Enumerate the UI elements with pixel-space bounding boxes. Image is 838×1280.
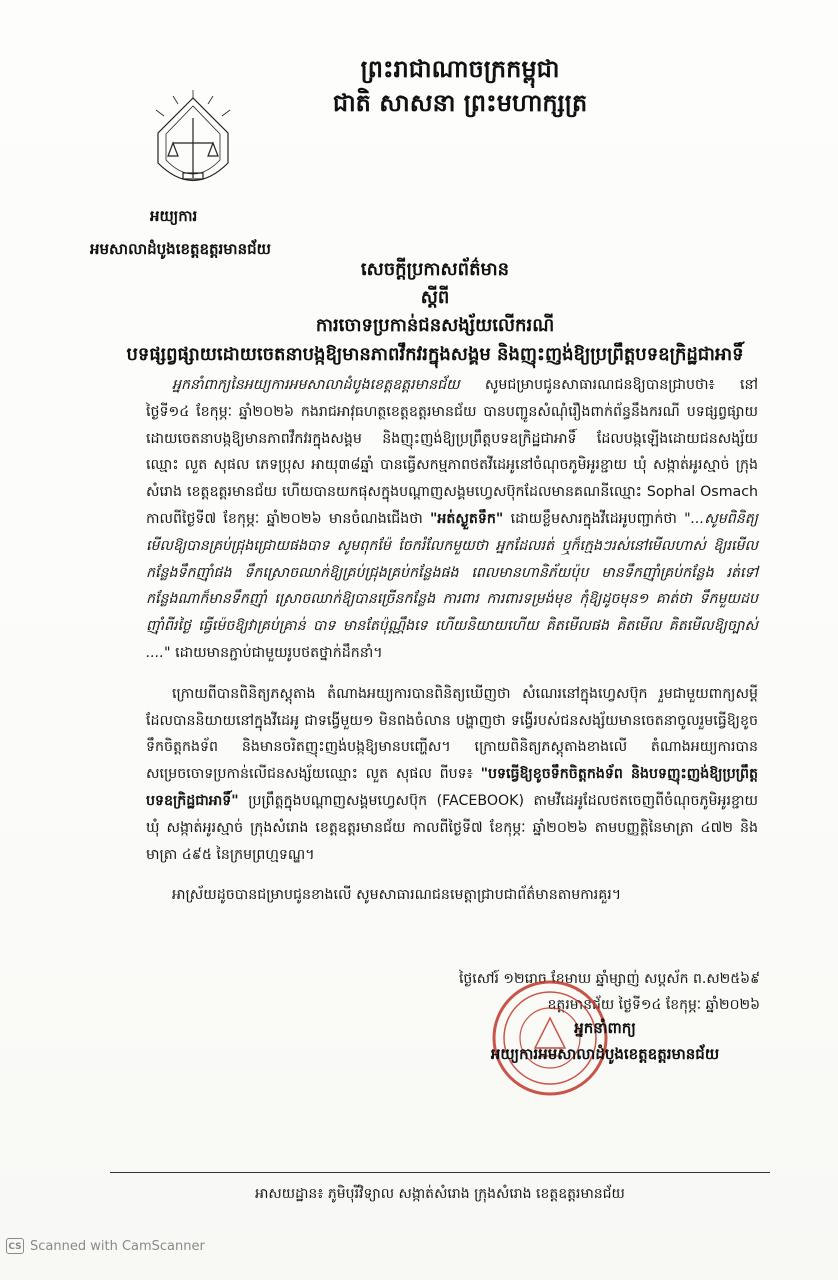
title-line-3: ការចោទប្រកាន់ជនសង្ស័យលើករណី xyxy=(315,315,555,336)
paragraph-2-end: ប្រព្រឹត្តក្នុងបណ្តាញសង្គមហ្វេសប៊ុក (FACEBOOK) តាមវីដេអូដែលថតចេញពីចំណុចភូមិអូរខ្ជាយ ឃុំ សង្កាត់អូរស្មាច់ ក្រុងសំរោង ខេត្តឧត្តរមានជ័យ កាលពីថ្ងៃទី៧ ខែកុម្ភៈ ឆ្នាំ២០២៦ តាមបញ្ញត្តិនៃមាត្រា ៤៧២ និងមាត្រា ៤៩៥ នៃក្រមព្រហ្មទណ្ឌ។ xyxy=(146,792,758,863)
footer-address: អាសយដ្ឋាន៖ ភូមិបុរីវិទ្យាល សង្កាត់សំរោង ក្រុងសំរោង ខេត្តឧត្តរមានជ័យ xyxy=(255,1186,625,1202)
video-quote: "...សូមពិនិត្យមើលឱ្យបានគ្រប់ជ្រុងជ្រោយផងបាទ សូមពុកម៉ែ ចែករំលែកមួយថា អ្នកដែលរត់ ឬក៏ក្មេងៗរស់នៅមើលហាស់ ឱ្យរមើលកន្លែងទឹកញ៉ាំផង ទឹកស្រោចឈាក់ឱ្យគ្រប់ជ្រុងគ្រប់កន្លែងផង ពេលមានហានិភ័យប៉ុប មានទឹកញ៉ាំគ្រប់កន្លែង រត់ទៅកន្លែងណាក៏មានទឹកញ៉ាំ ស្រោចឈាក់ឱ្យបានច្រើនកន្លែង ការពារ ការពារទម្រង់មុខ កុំឱ្យដូចមុន១ គាត់ថា ទឹកមួយដប ញ៉ាំពីរថ្ងៃ ធ្វើម៉េចឱ្យវាគ្រប់គ្រាន់ បាទ មានតែប៉ុណ្ណឹងទេ ហើយនិយាយហើយ គិតមើលផង គិតមើល គិតមើលឱ្យច្បាស់ ...." xyxy=(146,510,758,661)
paragraph-1-end: ដោយមានភ្ជាប់ជាមួយរូបថតថ្នាក់ដឹកនាំ។ xyxy=(170,644,383,661)
title-line-2: ស្តីពី xyxy=(420,287,450,308)
solar-date: ឧត្តរមានជ័យ ថ្ងៃទី១៤ ខែកុម្ភៈ ឆ្នាំ២០២៦ xyxy=(547,997,760,1013)
paragraph-2-text: ក្រោយពីបានពិនិត្យភស្តុតាង តំណាងអយ្យការបានពិនិត្យឃើញថា សំណេរនៅក្នុងហ្វេសប៊ុក រួមជាមួយពាក្យសម្តីដែលបាននិយាយនៅក្នុងវីដេអូ ជាទង្វើមួយ១ មិនពងចំលាន បង្ហាញថា ទង្វើរបស់ជនសង្ស័យមានចេតនាចូលរួមធ្វើឱ្យខូចទឹកចិត្តកងទ័ព និងមានចរិតញុះញង់បង្កឱ្យមានបញ្ហើស។ ក្រោយពិនិត្យភស្តុតាងខាងលើ តំណាងអយ្យការបានសម្រេចចោទប្រកាន់លើជនសង្ស័យឈ្មោះ លួត សុផល ពីបទ៖ xyxy=(146,685,758,783)
charge-text: "បទធ្វើឱ្យខូចទឹកចិត្តកងទ័ព និងបទញុះញង់ឱ្យប្រព្រឹត្តបទឧក្រិដ្ឋជាអាទិ៍" xyxy=(146,766,759,809)
national-motto: ជាតិ សាសនា ព្រះមហាក្សត្រ xyxy=(332,88,588,117)
camscanner-watermark xyxy=(6,1238,205,1254)
agency-label: អយ្យការ xyxy=(150,207,198,225)
camscanner-logo-icon: CS xyxy=(6,1238,24,1254)
paragraph-2 xyxy=(146,681,758,869)
title-line-1: សេចក្តីប្រកាសព័ត៌មាន xyxy=(360,259,510,280)
spokesperson-lead: អ្នកនាំពាក្យនៃអយ្យការអមសាលាដំបូងខេត្តឧត្តរមានជ័យ xyxy=(172,377,460,393)
office-label: អមសាលាដំបូងខេត្តឧត្តរមានជ័យ xyxy=(90,240,271,258)
paragraph-3: អាស្រ័យដូចបានជម្រាបជូនខាងលើ សូមសាធារណជនមេត្តាជ្រាបជាព័ត៌មានតាមការគួរ។ xyxy=(172,887,622,904)
signature-block xyxy=(440,1015,770,1067)
footer-divider xyxy=(110,1172,770,1173)
paragraph-1-text: សូមជម្រាបជូនសាធារណជនឱ្យបានជ្រាបថា៖ នៅថ្ងៃទី១៤ ខែកុម្ភៈ ឆ្នាំ២០២៦ កងរាជអាវុធហត្ថខេត្តឧត្តរមានជ័យ បានបញ្ជូនសំណុំរឿងពាក់ព័ន្ធនឹងករណី បទផ្សព្វផ្សាយដោយចេតនាបង្កឱ្យមានភាពវឹកវរក្នុងសង្គម និងញុះញង់ឱ្យប្រព្រឹត្តបទឧក្រិដ្ឋជាអាទិ៍ ដែលបង្កឡើងដោយជនសង្ស័យឈ្មោះ លួត សុផល ភេទប្រុស អាយុ៣៨ឆ្នាំ បានធ្វើសកម្មភាពថតវីដេអូនៅចំណុចភូមិអូរខ្ជាយ ឃុំ សង្កាត់អូរស្មាច់ ក្រុងសំរោង ខេត្តឧត្តរមានជ័យ ហើយបានយកផុសក្នុងបណ្តាញសង្គមហ្វេសប៊ុកដែលមានគណនីឈ្មោះ Sophal Osmach កាលពីថ្ងៃទី៧ ខែកុម្ភៈ ឆ្នាំ២០២៦ មានចំណងជើងថា xyxy=(146,377,758,527)
announcement-body xyxy=(146,372,758,923)
paragraph-1 xyxy=(146,372,758,667)
royal-header xyxy=(300,52,620,120)
document-title xyxy=(120,250,750,370)
title-line-4: បទផ្សព្វផ្សាយដោយចេតនាបង្កឱ្យមានភាពវឹកវរក្នុងសង្គម និងញុះញង់ឱ្យប្រព្រឹត្តបទឧក្រិដ្ឋជាអាទិ៍ xyxy=(126,344,744,365)
kingdom-title: ព្រះរាជាណាចក្រកម្ពុជា xyxy=(360,54,560,83)
paragraph-1-continuation: ដោយខ្លឹមសារក្នុងវីដេអូបញ្ជាក់ថា xyxy=(503,510,685,527)
signatory-office: អយ្យការអមសាលាដំបូងខេត្តឧត្តរមានជ័យ xyxy=(490,1045,720,1063)
lunar-date: ថ្ងៃសៅរ៍ ១២រោច ខែមាឃ ឆ្នាំម្សាញ់ សប្តស័ក ព.ស២៥៦៩ xyxy=(458,971,760,987)
video-title: "អត់ស្ងួតទឹក" xyxy=(430,510,504,527)
signatory-role: អ្នកនាំពាក្យ xyxy=(574,1019,636,1037)
ministry-emblem-icon xyxy=(138,88,248,208)
camscanner-text: Scanned with CamScanner xyxy=(30,1238,205,1254)
